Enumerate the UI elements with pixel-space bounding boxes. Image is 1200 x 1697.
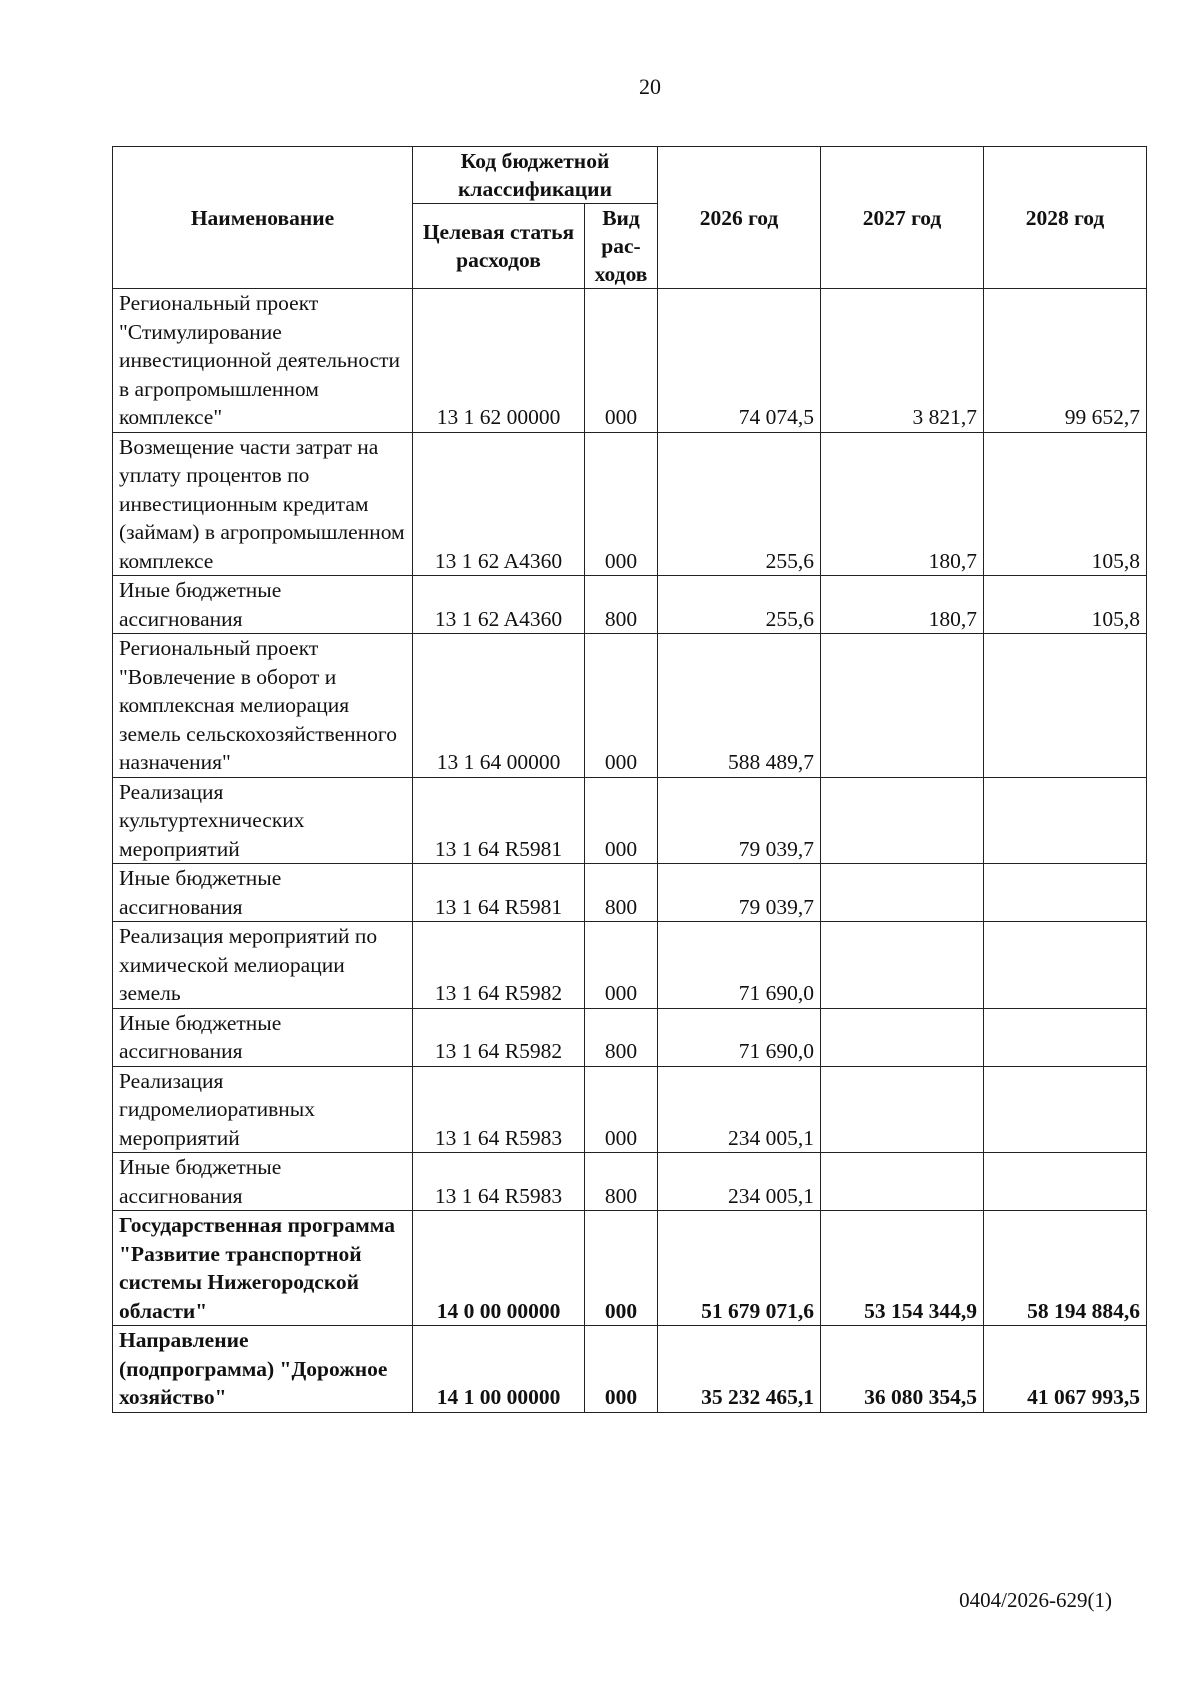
header-year-2028: 2028 год (984, 147, 1147, 289)
row-type-cell: 000 (585, 1326, 658, 1413)
row-2027-cell: 53 154 344,9 (821, 1211, 984, 1326)
table-body (113, 289, 1147, 1413)
table-row (113, 634, 1147, 778)
row-2028-cell (984, 634, 1147, 778)
table-row (113, 777, 1147, 864)
row-code-cell: 13 1 64 R5983 (413, 1066, 585, 1153)
row-2028-cell: 58 194 884,6 (984, 1211, 1147, 1326)
header-target-article: Целевая статья расходов (413, 204, 585, 289)
header-budget-code: Код бюджетной классификации (413, 147, 658, 204)
row-name-cell: Возмещение части затрат на уплату процентов по инвестиционным кредитам (займам) в агропромышленном комплексе (113, 432, 413, 576)
header-name: Наименование (113, 147, 413, 289)
row-2028-cell (984, 1153, 1147, 1211)
row-code-cell: 13 1 64 R5983 (413, 1153, 585, 1211)
row-type-cell: 000 (585, 432, 658, 576)
row-type-cell: 000 (585, 634, 658, 778)
row-name-cell: Иные бюджетные ассигнования (113, 576, 413, 634)
row-2026-cell: 234 005,1 (658, 1066, 821, 1153)
row-2027-cell (821, 922, 984, 1009)
row-2028-cell: 105,8 (984, 576, 1147, 634)
document-number: 0404/2026-629(1) (959, 1588, 1112, 1612)
row-type-cell: 800 (585, 1008, 658, 1066)
budget-table (112, 146, 1147, 1413)
row-2026-cell: 79 039,7 (658, 777, 821, 864)
row-code-cell: 13 1 62 A4360 (413, 576, 585, 634)
row-name-cell: Направление (подпрограмма) "Дорожное хозяйство" (113, 1326, 413, 1413)
row-name-cell: Иные бюджетные ассигнования (113, 864, 413, 922)
header-year-2027: 2027 год (821, 147, 984, 289)
row-2028-cell (984, 922, 1147, 1009)
row-2027-cell (821, 777, 984, 864)
row-2026-cell: 234 005,1 (658, 1153, 821, 1211)
row-2027-cell (821, 864, 984, 922)
table-row (113, 1326, 1147, 1413)
row-2027-cell: 180,7 (821, 576, 984, 634)
table-row (113, 289, 1147, 433)
row-2026-cell: 79 039,7 (658, 864, 821, 922)
page-number: 20 (639, 74, 661, 99)
row-code-cell: 14 0 00 00000 (413, 1211, 585, 1326)
row-type-cell: 000 (585, 289, 658, 433)
table-row (113, 1066, 1147, 1153)
row-name-cell: Региональный проект "Вовлечение в оборот и комплексная мелиорация земель сельскохозяйственного назначения" (113, 634, 413, 778)
row-2027-cell: 3 821,7 (821, 289, 984, 433)
row-name-cell: Иные бюджетные ассигнования (113, 1008, 413, 1066)
table-row (113, 864, 1147, 922)
row-type-cell: 800 (585, 576, 658, 634)
table-row (113, 576, 1147, 634)
row-2026-cell: 255,6 (658, 576, 821, 634)
row-2026-cell: 35 232 465,1 (658, 1326, 821, 1413)
row-2028-cell (984, 1066, 1147, 1153)
row-2028-cell (984, 777, 1147, 864)
table-row (113, 1211, 1147, 1326)
row-2026-cell: 51 679 071,6 (658, 1211, 821, 1326)
header-expense-type: Вид рас-ходов (585, 204, 658, 289)
row-2026-cell: 255,6 (658, 432, 821, 576)
row-code-cell: 13 1 64 00000 (413, 634, 585, 778)
row-name-cell: Иные бюджетные ассигнования (113, 1153, 413, 1211)
table-row (113, 1153, 1147, 1211)
row-2028-cell: 105,8 (984, 432, 1147, 576)
row-name-cell: Государственная программа "Развитие транспортной системы Нижегородской области" (113, 1211, 413, 1326)
row-name-cell: Реализация мероприятий по химической мелиорации земель (113, 922, 413, 1009)
row-code-cell: 13 1 62 A4360 (413, 432, 585, 576)
row-type-cell: 800 (585, 1153, 658, 1211)
row-2027-cell: 180,7 (821, 432, 984, 576)
row-2027-cell: 36 080 354,5 (821, 1326, 984, 1413)
row-code-cell: 13 1 62 00000 (413, 289, 585, 433)
row-2027-cell (821, 634, 984, 778)
table-row (113, 432, 1147, 576)
row-2028-cell (984, 864, 1147, 922)
row-code-cell: 13 1 64 R5981 (413, 864, 585, 922)
row-name-cell: Реализация гидромелиоративных мероприятий (113, 1066, 413, 1153)
row-code-cell: 14 1 00 00000 (413, 1326, 585, 1413)
row-2028-cell: 41 067 993,5 (984, 1326, 1147, 1413)
row-type-cell: 000 (585, 1211, 658, 1326)
row-2026-cell: 588 489,7 (658, 634, 821, 778)
row-2027-cell (821, 1008, 984, 1066)
row-2026-cell: 74 074,5 (658, 289, 821, 433)
row-2028-cell (984, 1008, 1147, 1066)
table-row (113, 1008, 1147, 1066)
row-type-cell: 000 (585, 1066, 658, 1153)
row-type-cell: 800 (585, 864, 658, 922)
row-type-cell: 000 (585, 777, 658, 864)
row-code-cell: 13 1 64 R5982 (413, 1008, 585, 1066)
header-year-2026: 2026 год (658, 147, 821, 289)
row-code-cell: 13 1 64 R5981 (413, 777, 585, 864)
row-code-cell: 13 1 64 R5982 (413, 922, 585, 1009)
row-2026-cell: 71 690,0 (658, 922, 821, 1009)
row-type-cell: 000 (585, 922, 658, 1009)
row-2027-cell (821, 1066, 984, 1153)
row-2027-cell (821, 1153, 984, 1211)
row-name-cell: Реализация культуртехнических мероприятий (113, 777, 413, 864)
table-row (113, 922, 1147, 1009)
row-name-cell: Региональный проект "Стимулирование инвестиционной деятельности в агропромышленном комплексе" (113, 289, 413, 433)
row-2026-cell: 71 690,0 (658, 1008, 821, 1066)
row-2028-cell: 99 652,7 (984, 289, 1147, 433)
